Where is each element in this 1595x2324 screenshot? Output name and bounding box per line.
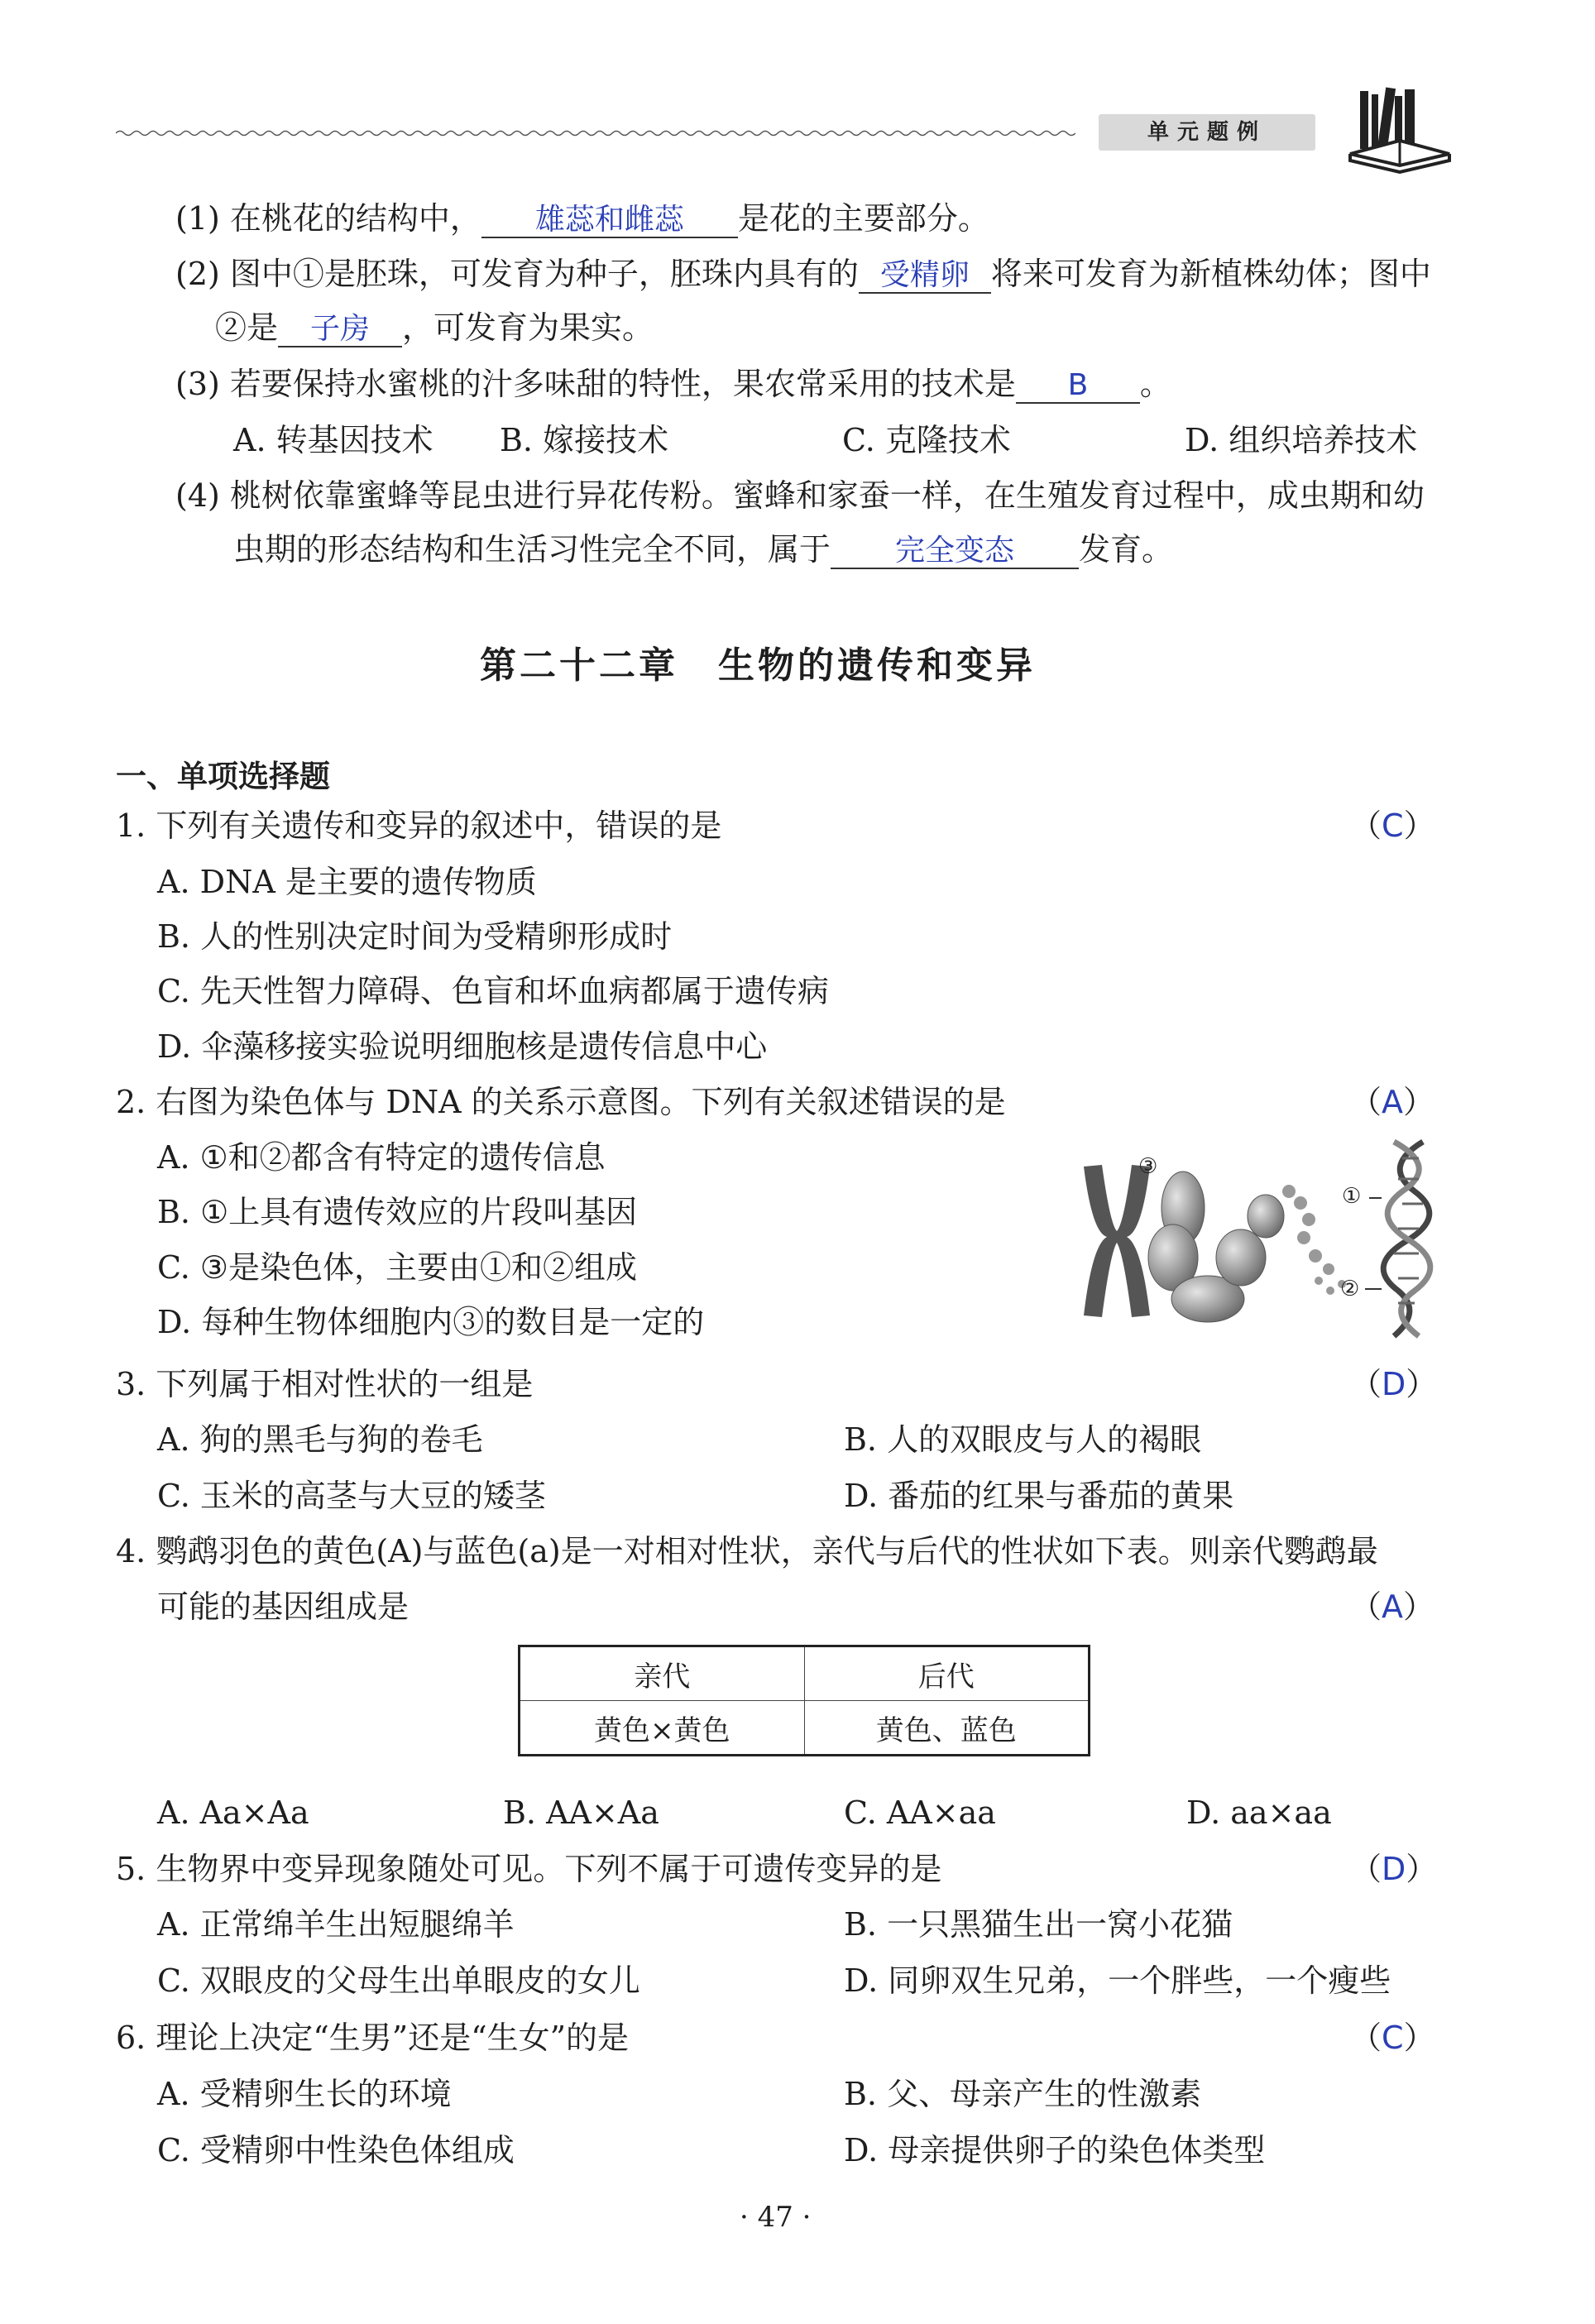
question-4-option: A. Aa×Aa <box>157 1795 309 1831</box>
question-5-option: D. 同卵双生兄弟，一个胖些，一个瘦些 <box>844 1962 1391 1999</box>
table-header: 后代 <box>804 1646 1090 1701</box>
section-title: 一、单项选择题 <box>116 759 330 794</box>
question-2-option: C. ③是染色体，主要由①和②组成 <box>157 1249 637 1286</box>
question-6-option: D. 母亲提供卵子的染色体类型 <box>844 2132 1266 2168</box>
header-section-tag: 单元题例 <box>1099 114 1315 151</box>
prev-q1: (1) 在桃花的结构中， 雄蕊和雌蕊 是花的主要部分。 <box>175 200 989 237</box>
question-3-option: D. 番茄的红果与番茄的黄果 <box>844 1478 1234 1514</box>
question-3-option: C. 玉米的高茎与大豆的矮茎 <box>157 1478 546 1514</box>
prev-q3-option: B. 嫁接技术 <box>500 422 669 458</box>
prev-q3-option: D. 组织培养技术 <box>1185 422 1418 458</box>
question-4-stem-line1: 4. 鹦鹉羽色的黄色(A)与蓝色(a)是一对相对性状，亲代与后代的性状如下表。则亲代鹦鹉最 <box>116 1533 1378 1569</box>
chromosome-dna-figure <box>1067 1133 1464 1340</box>
table-header: 亲代 <box>520 1646 805 1701</box>
question-6-option: C. 受精卵中性染色体组成 <box>157 2132 515 2168</box>
question-4-option: D. aa×aa <box>1186 1795 1332 1831</box>
question-5-option: C. 双眼皮的父母生出单眼皮的女儿 <box>157 1962 640 1999</box>
prev-q3-option: C. 克隆技术 <box>842 422 1011 458</box>
chromosome-shape <box>1084 1165 1150 1317</box>
question-1-option: B. 人的性别决定时间为受精卵形成时 <box>157 918 673 955</box>
prev-q4-line1: (4) 桃树依靠蜜蜂等昆虫进行异花传粉。蜜蜂和家蚕一样，在生殖发育过程中，成虫期和幼 <box>175 477 1425 514</box>
question-3-option: A. 狗的黑毛与狗的卷毛 <box>157 1421 483 1458</box>
question-1-option: C. 先天性智力障碍、色盲和坏血病都属于遗传病 <box>157 973 829 1009</box>
question-5-answer: （D） <box>1350 1851 1438 1887</box>
question-3-answer: （D） <box>1350 1366 1438 1402</box>
prev-q2-line2: ②是 子房 ，可发育为果实。 <box>215 309 654 346</box>
question-4-option: B. AA×Aa <box>503 1795 659 1831</box>
prev-q3: (3) 若要保持水蜜桃的汁多味甜的特性，果农常采用的技术是 B 。 <box>175 366 1171 402</box>
table-cell: 黄色×黄色 <box>520 1701 805 1756</box>
figure-label-2: ② <box>1340 1277 1360 1301</box>
question-4-answer: （A） <box>1350 1588 1435 1625</box>
genotype-table <box>518 1645 1090 1756</box>
prev-q4-line2: 虫期的形态结构和生活习性完全不同，属于 完全变态 发育。 <box>233 531 1174 568</box>
question-2-answer: （A） <box>1350 1084 1435 1120</box>
question-5-option: A. 正常绵羊生出短腿绵羊 <box>157 1906 515 1943</box>
question-1-option: D. 伞藻移接实验说明细胞核是遗传信息中心 <box>157 1028 768 1065</box>
question-1-option: A. DNA 是主要的遗传物质 <box>157 864 537 900</box>
question-2-stem: 2. 右图为染色体与 DNA 的关系示意图。下列有关叙述错误的是 <box>116 1084 1006 1120</box>
question-6-option: A. 受精卵生长的环境 <box>157 2076 452 2112</box>
question-1-stem: 1. 下列有关遗传和变异的叙述中，错误的是 <box>116 807 722 844</box>
question-5-option: B. 一只黑猫生出一窝小花猫 <box>844 1906 1233 1943</box>
question-1-answer: （C） <box>1350 807 1435 844</box>
question-3-stem: 3. 下列属于相对性状的一组是 <box>116 1366 534 1402</box>
question-2-option: A. ①和②都含有特定的遗传信息 <box>157 1139 606 1176</box>
question-6-stem: 6. 理论上决定“生男”还是“生女”的是 <box>116 2020 630 2056</box>
header-wavy-rule <box>116 129 1075 137</box>
question-3-option: B. 人的双眼皮与人的褐眼 <box>844 1421 1202 1458</box>
books-logo-icon <box>1342 83 1458 174</box>
answer-q1: 雄蕊和雌蕊 <box>534 203 684 237</box>
page-number: · 47 · <box>740 2201 812 2234</box>
answer-q2-1: 受精卵 <box>879 258 970 292</box>
question-2-option: D. 每种生物体细胞内③的数目是一定的 <box>157 1304 705 1340</box>
prev-q2-line1: (2) 图中①是胚珠，可发育为种子，胚珠内具有的 受精卵 将来可发育为新植株幼体；图中 <box>175 256 1431 292</box>
question-2-option: B. ①上具有遗传效应的片段叫基因 <box>157 1194 638 1230</box>
figure-label-3: ③ <box>1138 1154 1158 1179</box>
figure-label-1: ① <box>1342 1184 1362 1209</box>
prev-q3-option: A. 转基因技术 <box>233 422 433 458</box>
question-5-stem: 5. 生物界中变异现象随处可见。下列不属于可遗传变异的是 <box>116 1851 942 1887</box>
question-4-stem-line2: 可能的基因组成是 <box>157 1588 410 1625</box>
table-cell: 黄色、蓝色 <box>804 1701 1090 1756</box>
question-6-answer: （C） <box>1350 2020 1435 2056</box>
question-4-option: C. AA×aa <box>844 1795 996 1831</box>
question-6-option: B. 父、母亲产生的性激素 <box>844 2076 1202 2112</box>
answer-q4: 完全变态 <box>895 534 1015 568</box>
answer-q3: B <box>1067 368 1089 402</box>
answer-q2-2: 子房 <box>310 312 371 346</box>
chapter-title: 第二十二章 生物的遗传和变异 <box>480 644 1036 687</box>
